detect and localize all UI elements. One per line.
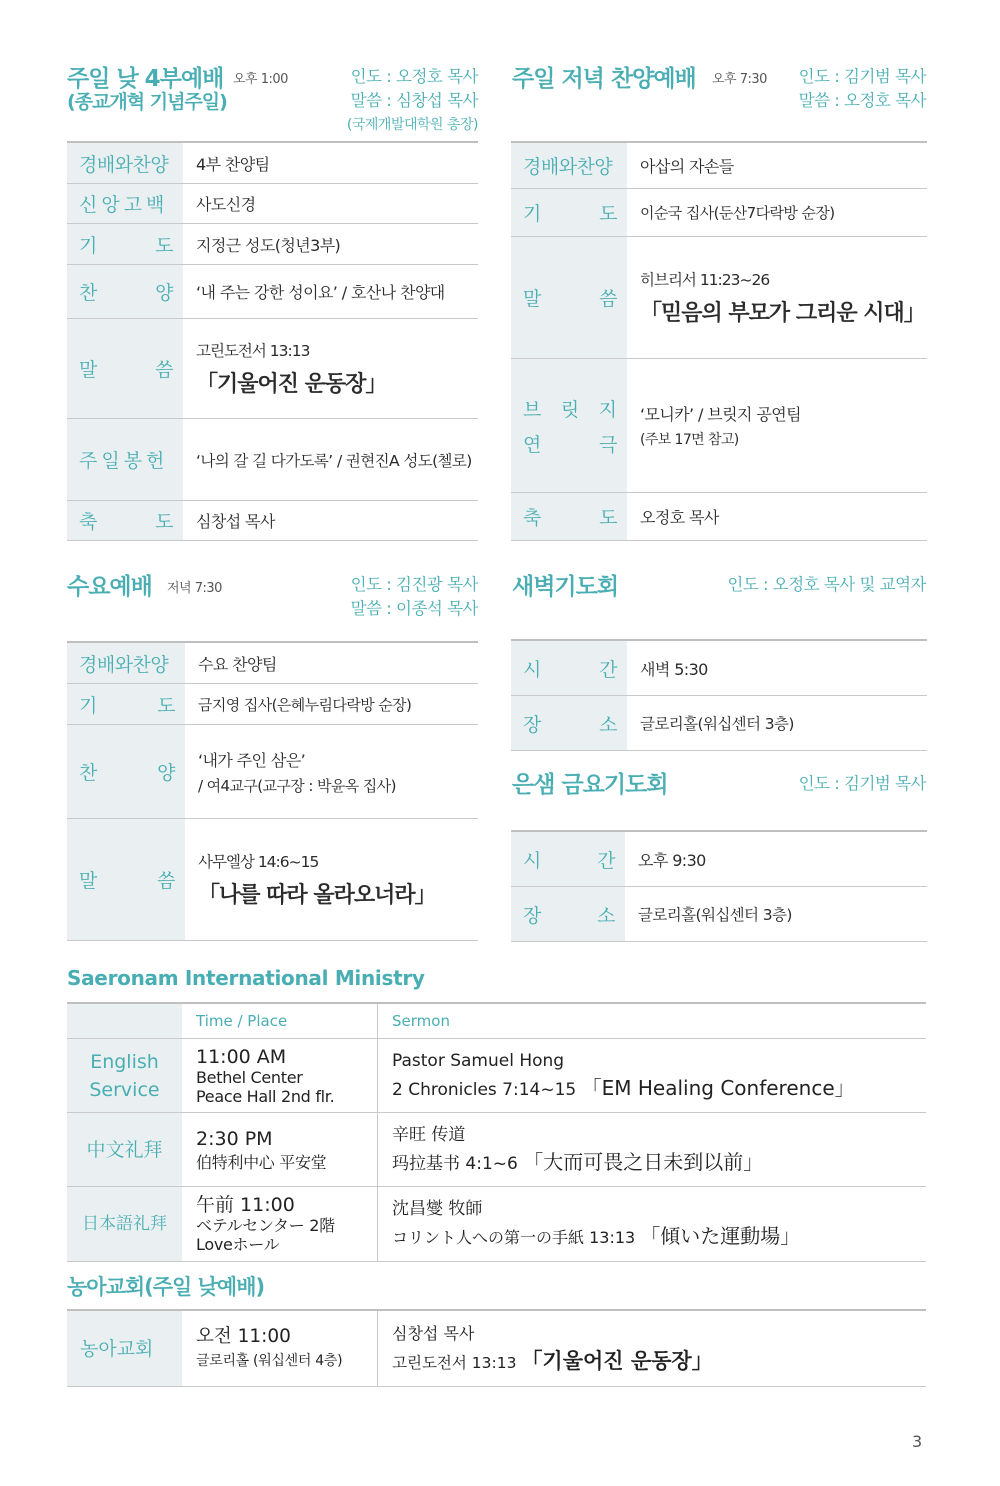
japanese-pastor: 沈昌燮 牧師 — [392, 1199, 483, 1219]
row-label — [511, 237, 627, 358]
label-char: 축 — [523, 507, 541, 529]
row-value: 오정호 목사 — [640, 508, 719, 527]
sermon-title: 「나를 따라 올라오너라」 — [198, 883, 436, 908]
label-char: 장 — [523, 713, 541, 736]
japanese-time: 午前 11:00 — [196, 1194, 295, 1216]
wednesday-preacher: 말씀 : 이종석 목사 — [350, 599, 478, 618]
spread-label — [523, 503, 617, 530]
sunday4-preacher: 말씀 : 심창섭 목사 — [350, 91, 478, 110]
row-label: 경배와찬양 — [67, 143, 183, 183]
children-sermon — [378, 1311, 926, 1386]
table-row — [511, 696, 927, 751]
label-char: 시 — [523, 849, 541, 872]
row-label — [67, 684, 185, 724]
sermon-title: 「믿음의 부모가 그리운 시대」 — [640, 301, 925, 326]
sermon-reference: 고린도전서 13:13 — [196, 342, 310, 360]
label-char: 양 — [157, 762, 175, 784]
table-row — [67, 265, 478, 319]
chinese-pastor: 辛旺 传道 — [392, 1124, 466, 1145]
row-value: 이순국 집사(둔산7다락방 순장) — [640, 204, 835, 222]
table-row — [67, 319, 478, 419]
children-place: 글로리홀 (워십센터 4층) — [196, 1353, 343, 1369]
chinese-time-place — [182, 1113, 378, 1186]
spread-label — [523, 846, 615, 873]
label-char: 도 — [157, 694, 175, 717]
table-row — [511, 641, 927, 696]
row-value: 지정근 성도(청년3부) — [196, 235, 341, 255]
japanese-sermon — [378, 1187, 926, 1261]
row-label — [67, 819, 185, 940]
children-sermon-title: 「기울어진 운동장」 — [521, 1348, 713, 1373]
evening-preacher: 말씀 : 오정호 목사 — [798, 91, 926, 110]
drama-label — [523, 395, 617, 457]
table-row — [67, 501, 478, 541]
ministry-title: Saeronam International Ministry — [67, 966, 425, 990]
evening-leaders — [799, 65, 926, 113]
row-value: ‘나의 갈 길 다가도록’ / 권현진A 성도(첼로) — [196, 451, 472, 470]
header-time-place: Time / Place — [196, 1012, 288, 1030]
table-row — [67, 725, 478, 819]
spread-label — [523, 199, 617, 226]
row-value: 심창섭 목사 — [196, 512, 275, 531]
label-char: 도 — [155, 511, 173, 533]
japanese-place-line2: Loveホール — [196, 1235, 280, 1254]
row-label — [511, 832, 625, 886]
evening-time: 오후 7:30 — [712, 72, 767, 87]
english-label-line1: English — [90, 1050, 159, 1073]
label-char: 말 — [79, 870, 97, 892]
table-row — [67, 819, 478, 941]
label-char: 기 — [79, 694, 97, 717]
header-sermon: Sermon — [392, 1012, 450, 1030]
label-char: 시 — [523, 658, 541, 681]
chinese-sermon — [378, 1113, 926, 1186]
header-time-place-cell — [182, 1004, 378, 1038]
row-value: 금지영 집사(은혜누림다락방 순장) — [198, 695, 412, 714]
spread-label — [79, 758, 175, 785]
drama-cell — [627, 359, 927, 492]
children-table — [67, 1309, 926, 1387]
label-char: 씀 — [155, 359, 173, 381]
friday-table — [511, 830, 927, 942]
children-time: 오전 11:00 — [196, 1326, 291, 1347]
english-place-line1: Bethel Center — [196, 1067, 303, 1087]
row-label — [511, 641, 627, 695]
sermon-cell — [627, 237, 927, 358]
label-char: 씀 — [157, 870, 175, 892]
label-char: 양 — [155, 282, 173, 304]
sermon-reference: 히브리서 11:23~26 — [640, 271, 770, 289]
row-label: 경배와찬양 — [67, 643, 185, 683]
sunday4-leader: 인도 : 오정호 목사 — [350, 67, 478, 86]
label-char: 말 — [79, 359, 97, 381]
spread-label — [79, 231, 173, 258]
row-label — [67, 319, 183, 418]
row-label: 주일봉헌 — [67, 419, 183, 500]
table-row — [511, 887, 927, 942]
row-label — [511, 189, 627, 236]
english-verse-line — [392, 1074, 926, 1104]
label-char: 씀 — [599, 288, 617, 310]
english-time: 11:00 AM — [196, 1045, 287, 1068]
label-char: 축 — [79, 511, 97, 533]
chinese-verse: 玛拉基书 4:1~6 — [392, 1153, 518, 1174]
friday-title: 은샘 금요기도회 — [512, 772, 668, 798]
spread-label — [79, 278, 173, 305]
label-char: 간 — [597, 849, 615, 872]
table-row — [67, 1039, 926, 1113]
label-char: 장 — [523, 904, 541, 927]
sermon-cell — [185, 819, 478, 940]
japanese-place-line1: ベテルセンター 2階 — [196, 1216, 335, 1235]
dawn-table — [511, 639, 927, 751]
japanese-verse: コリント人への第一の手紙 13:13 — [392, 1228, 636, 1247]
spread-label — [79, 507, 173, 534]
chinese-verse-line — [392, 1148, 926, 1178]
spread-label — [523, 901, 615, 928]
dawn-title: 새벽기도회 — [512, 574, 619, 600]
dawn-leader: 인도 : 오정호 목사 및 교역자 — [727, 575, 926, 594]
table-row — [67, 224, 478, 265]
label-char: 간 — [599, 658, 617, 681]
japanese-sermon-title: 「傾いた運動場」 — [640, 1224, 801, 1248]
spread-label — [523, 655, 617, 682]
row-value: 글로리홀(워십센터 3층) — [638, 906, 792, 924]
label-char: 릿 — [560, 398, 580, 421]
table-row — [67, 184, 478, 224]
english-sermon-title: 「EM Healing Conference」 — [581, 1075, 855, 1100]
japanese-time-place — [182, 1187, 378, 1261]
label-char: 브 — [523, 398, 542, 421]
children-title: 농아교회(주일 낮예배) — [67, 1275, 265, 1299]
row-label — [67, 725, 185, 818]
japanese-verse-line — [392, 1222, 926, 1252]
english-label-line2: Service — [89, 1078, 160, 1101]
spread-label — [79, 866, 175, 893]
row-value: ‘내 주는 강한 성이요’ / 호산나 찬양대 — [196, 283, 445, 302]
drama-value: ‘모니카’ / 브릿지 공연팀 — [640, 405, 801, 424]
chinese-sermon-title: 「大而可畏之日未到以前」 — [523, 1149, 764, 1174]
table-row — [511, 832, 927, 887]
chinese-service-label: 中文礼拜 — [67, 1113, 182, 1186]
praise-line2: / 여4교구(교구장 : 박윤옥 집사) — [198, 776, 396, 795]
chinese-place: 伯特利中心 平安堂 — [196, 1152, 327, 1172]
label-char: 찬 — [79, 282, 97, 304]
row-label — [67, 501, 183, 540]
english-pastor: Pastor Samuel Hong — [392, 1050, 565, 1071]
sunday4-time: 오후 1:00 — [233, 72, 288, 87]
children-verse-line — [392, 1347, 926, 1377]
children-label: 농아교회 — [67, 1311, 182, 1386]
wednesday-title: 수요예배 — [67, 574, 152, 600]
row-value: 새벽 5:30 — [640, 659, 708, 679]
evening-table — [511, 141, 927, 541]
wednesday-table — [67, 641, 478, 941]
label-char: 말 — [523, 288, 541, 310]
row-label — [511, 359, 627, 492]
label-char: 연 — [523, 433, 541, 456]
praise-cell — [185, 725, 478, 818]
sunday4-table — [67, 141, 478, 541]
table-row — [67, 643, 478, 684]
table-row — [67, 1311, 926, 1387]
table-row — [67, 1187, 926, 1262]
spread-label — [523, 710, 617, 737]
children-verse: 고린도전서 13:13 — [392, 1353, 517, 1372]
table-row — [511, 237, 927, 359]
children-pastor: 심창섭 목사 — [392, 1323, 475, 1343]
row-value: 글로리홀(워십센터 3층) — [640, 715, 794, 733]
wednesday-time: 저녁 7:30 — [167, 581, 222, 596]
label-char: 소 — [599, 713, 617, 736]
sunday4-title: 주일 낮 4부예배 (종교개혁 기념주일) — [67, 66, 227, 114]
drama-label-line2 — [523, 430, 617, 457]
english-service-label — [67, 1039, 182, 1112]
table-row — [511, 189, 927, 237]
table-row — [67, 684, 478, 725]
table-row — [67, 1113, 926, 1187]
friday-leader: 인도 : 김기범 목사 — [798, 774, 926, 793]
row-label: 신앙고백 — [67, 184, 183, 223]
table-row — [511, 359, 927, 493]
drama-label-line1 — [523, 395, 617, 422]
ministry-table — [67, 1002, 926, 1262]
wednesday-leaders — [351, 573, 478, 621]
evening-leader: 인도 : 김기범 목사 — [798, 67, 926, 86]
row-value: 4부 찬양팀 — [196, 154, 270, 174]
sermon-reference: 사무엘상 14:6~15 — [198, 853, 319, 871]
sunday4-preacher-note: (국제개발대학원 총장) — [346, 117, 478, 133]
row-value: 오후 9:30 — [638, 850, 706, 870]
label-char: 기 — [523, 203, 541, 225]
label-char: 기 — [79, 234, 97, 257]
english-time-place — [182, 1039, 378, 1112]
drama-note: (주보 17면 참고) — [640, 432, 739, 448]
table-row — [67, 419, 478, 501]
english-verse: 2 Chronicles 7:14~15 — [392, 1079, 577, 1100]
row-value: 아삽의 자손들 — [640, 157, 734, 176]
praise-line1: ‘내가 주인 삼은’ — [198, 750, 306, 770]
sunday4-subtitle: (종교개혁 기념주일) — [67, 91, 227, 114]
sunday4-leaders — [347, 65, 478, 137]
row-label — [511, 887, 625, 941]
label-char: 찬 — [79, 762, 97, 784]
label-char: 도 — [599, 507, 617, 529]
label-char: 지 — [598, 398, 617, 421]
row-label — [511, 493, 627, 540]
table-row — [511, 493, 927, 541]
row-label — [67, 224, 183, 264]
table-header-row — [67, 1004, 926, 1039]
label-char: 극 — [599, 433, 617, 456]
header-blank — [67, 1004, 182, 1038]
table-row — [67, 143, 478, 184]
chinese-time: 2:30 PM — [196, 1127, 273, 1150]
row-label — [511, 696, 627, 750]
row-label — [67, 265, 183, 318]
spread-label — [79, 355, 173, 382]
spread-label — [79, 691, 175, 718]
sermon-cell — [183, 319, 478, 418]
row-label: 경배와찬양 — [511, 143, 627, 188]
table-row — [511, 143, 927, 189]
children-time-place — [182, 1311, 378, 1386]
wednesday-leader: 인도 : 김진광 목사 — [350, 575, 478, 594]
english-place-line2: Peace Hall 2nd flr. — [196, 1086, 335, 1106]
header-sermon-cell — [378, 1004, 926, 1038]
spread-label — [523, 284, 617, 311]
sermon-title: 「기울어진 운동장」 — [196, 372, 387, 397]
row-value: 수요 찬양팀 — [198, 654, 277, 674]
label-char: 도 — [155, 234, 173, 257]
row-value: 사도신경 — [196, 195, 256, 214]
label-char: 도 — [599, 203, 617, 225]
evening-title: 주일 저녁 찬양예배 — [512, 66, 696, 92]
label-char: 소 — [597, 904, 615, 927]
page-number: 3 — [912, 1432, 923, 1451]
japanese-service-label: 日本語礼拜 — [67, 1187, 182, 1261]
english-sermon — [378, 1039, 926, 1112]
